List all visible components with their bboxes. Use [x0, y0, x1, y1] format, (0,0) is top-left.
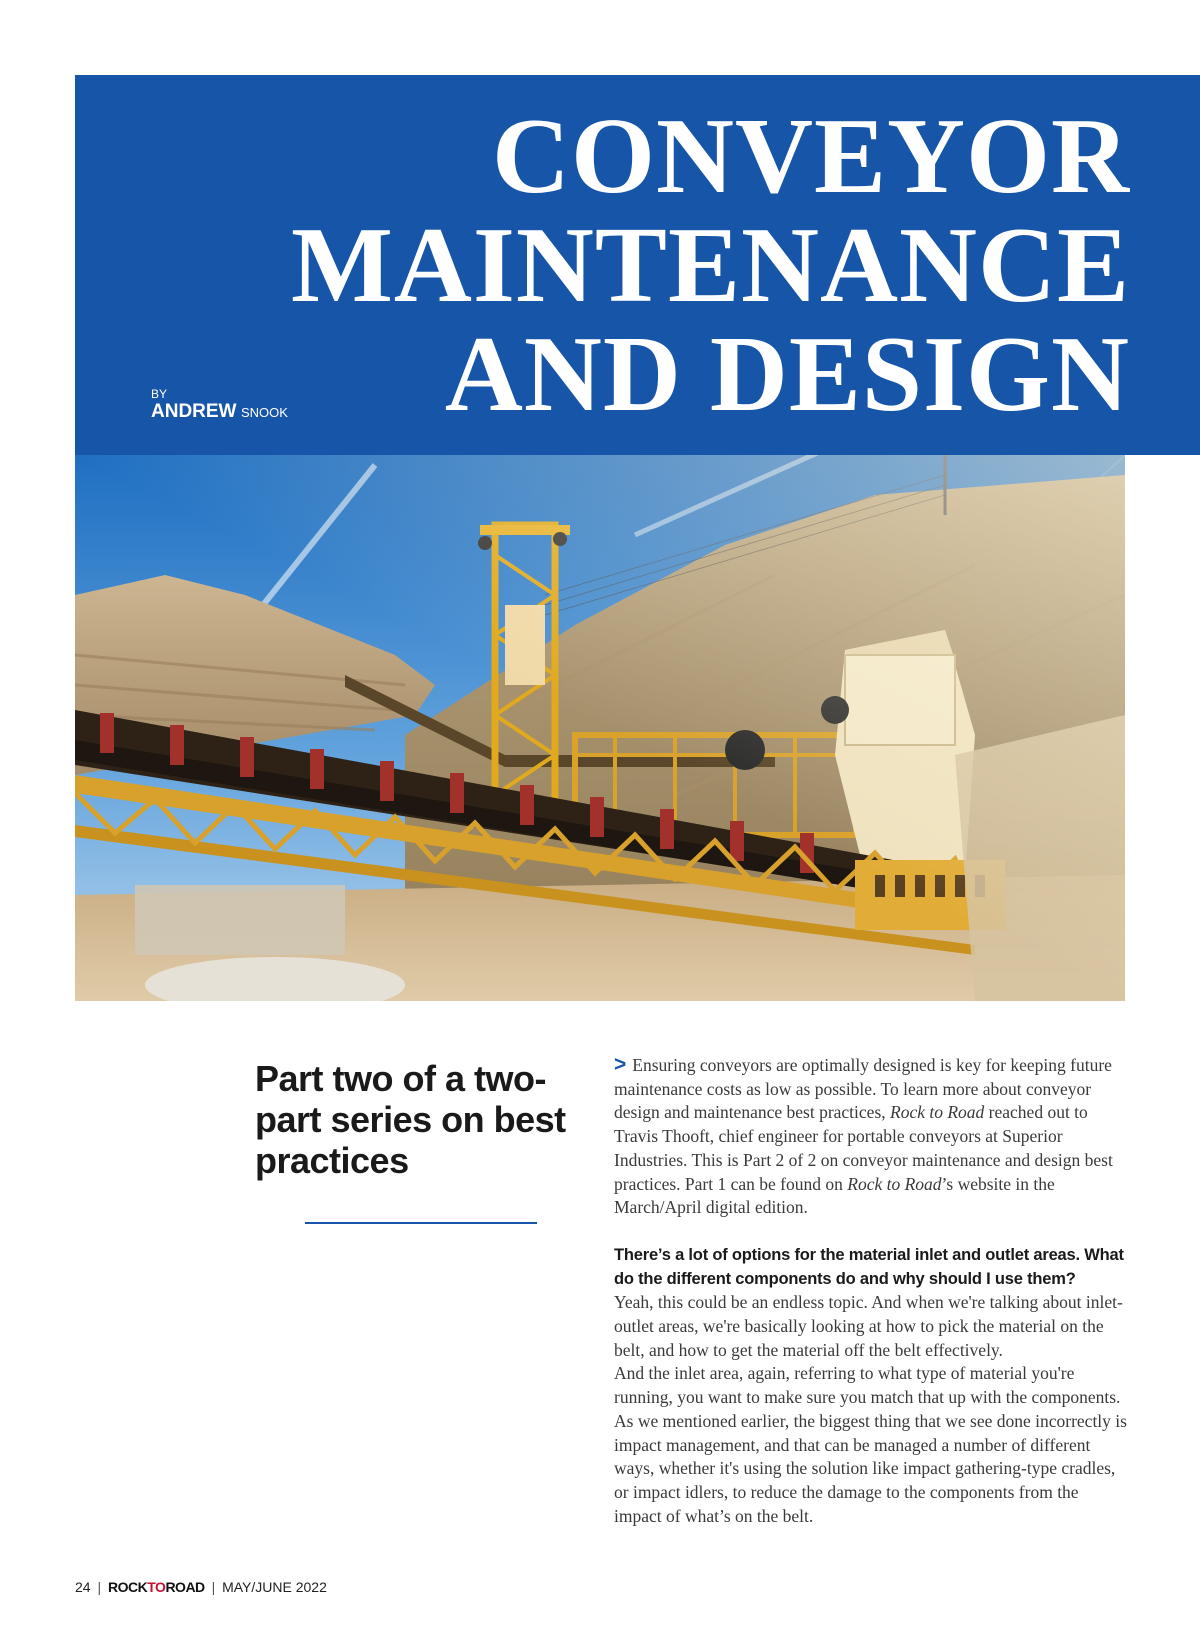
- page-number: 24: [75, 1579, 91, 1595]
- intro-text-3: ’s website in the March/April digital edition.: [614, 1173, 1055, 1218]
- title-line-3: AND DESIGN: [444, 315, 1130, 434]
- deck-divider: [305, 1222, 537, 1224]
- brand-logo: [108, 1579, 205, 1595]
- byline: [151, 387, 288, 423]
- author-last-name: SNOOK: [240, 405, 288, 420]
- intro-text-1: Ensuring conveyors are optimally designed is key for keeping future maintenance costs as low as possible. To learn more about conveyor design and maintenance best practices,: [614, 1055, 1112, 1123]
- intro-text-2: reached out to Travis Thooft, chief engineer for portable conveyors at Superior Industries. This is Part 2 of 2 on conveyor maintenance and design best practices. Part 1 can be found on: [614, 1102, 1113, 1194]
- intro-paragraph: [614, 1053, 1129, 1220]
- footer-separator: |: [97, 1579, 102, 1595]
- issue-date: MAY/JUNE 2022: [222, 1579, 327, 1595]
- article-body: [614, 1053, 1129, 1528]
- title-line-1: CONVEYOR: [491, 97, 1130, 216]
- brand-logo-part: TO: [147, 1579, 166, 1595]
- title-line-2: MAINTENANCE: [290, 206, 1130, 325]
- footer-separator: |: [211, 1579, 216, 1595]
- author-first-name: ANDREW: [151, 401, 237, 422]
- chevron-right-icon: >: [614, 1053, 627, 1076]
- deck-subtitle: Part two of a two-part series on best practices: [255, 1058, 566, 1181]
- answer-paragraph-2: And the inlet area, again, referring to what type of material you're running, you want to make sure you match that up with the components. As we mentioned earlier, the biggest thing that we see done incorrectly is impact management, and that can be managed a number of different ways, whether it's using the solution like impact gathering-type cradles, or impact idlers, to reduce the damage to the components from the impact of what’s on the belt.: [614, 1363, 1127, 1526]
- conveyor-plant-photo: [75, 455, 1125, 1001]
- title-banner: [75, 75, 1200, 455]
- question-heading: There’s a lot of options for the material inlet and outlet areas. What do the different components do and why should I use them?: [614, 1245, 1124, 1288]
- answer-paragraph-1: Yeah, this could be an endless topic. And when we're talking about inlet-outlet areas, we're basically looking at how to pick the material on the belt, and how to get the material off the belt effectively.: [614, 1292, 1123, 1360]
- byline-label: BY: [151, 387, 168, 401]
- page-footer: [75, 1579, 327, 1595]
- publication-name: Rock to Road: [847, 1173, 942, 1194]
- brand-logo-part: ROCK: [108, 1579, 148, 1595]
- brand-logo-part: ROAD: [165, 1579, 205, 1595]
- publication-name: Rock to Road: [890, 1102, 985, 1123]
